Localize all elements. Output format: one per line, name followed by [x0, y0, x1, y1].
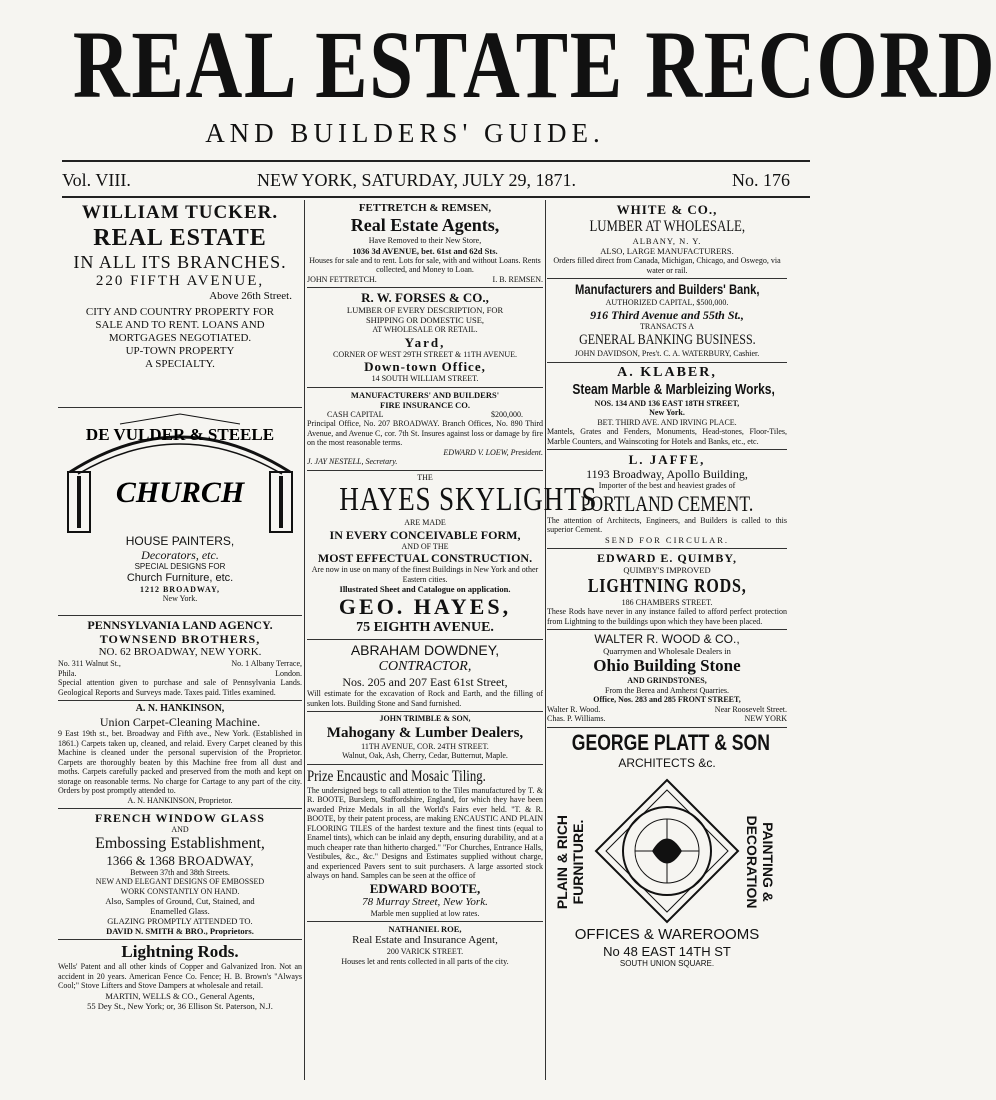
forses-line5: 14 SOUTH WILLIAM STREET.: [371, 374, 479, 383]
tucker-address: 220 FIFTH AVENUE,: [95, 273, 265, 289]
fettretch-head: Real Estate Agents,: [350, 215, 500, 235]
column-3: [547, 200, 787, 1100]
hankinson-signature: A. N. HANKINSON, Proprietor.: [127, 795, 233, 805]
ad-wood: [547, 630, 787, 728]
fettretch-partner1: JOHN FETTRETCH.: [307, 274, 377, 284]
column-divider: [545, 200, 546, 1080]
hayes-line5: Illustrated Sheet and Catalogue on application.: [339, 584, 511, 594]
ad-bank: [547, 279, 787, 363]
lightning-body: Wells' Patent and all other kinds of Copper and Galvanized Iron. Not an accident in 20 years. American Fence Co. Fence; H. B. Brown's "Always Cool;" Stove Lifters and Stove Dampers at wholesale and retail.: [58, 962, 302, 990]
penn-head: PENNSYLVANIA LAND AGENCY.: [87, 618, 273, 632]
lightning-address: 55 Dey St., New York; or, 36 Ellison St. Paterson, N.J.: [87, 1000, 273, 1011]
fettretch-line1: Have Removed to their New Store,: [368, 236, 482, 245]
platt-head: GEORGE PLATT & SON: [571, 729, 770, 755]
trimble-head: Mahogany & Lumber Dealers,: [326, 724, 524, 741]
platt-square: SOUTH UNION SQUARE.: [619, 958, 715, 968]
platt-offices: OFFICES & WAREROOMS: [574, 925, 760, 943]
french-line3: Also, Samples of Ground, Cut, Stained, and: [105, 896, 255, 906]
klaber-name: A. KLABER,: [617, 364, 717, 380]
platt-seal-emblem: [592, 776, 742, 926]
fettretch-name: FETTRETCH & REMSEN,: [358, 202, 492, 214]
penn-right1: No. 1 Albany Terrace,: [231, 659, 302, 668]
ad-pennsylvania: [58, 616, 302, 701]
platt-left: PLAIN & RICH FURNITURE.: [554, 814, 586, 909]
ad-white: [547, 200, 787, 279]
fettretch-line3: Houses for sale and to rent. Lots for sale, with and without Loans. Rents collected, and Money to Loan.: [309, 255, 541, 274]
issue-date: NEW YORK, SATURDAY, JULY 29, 1871.: [257, 170, 577, 190]
encaustic-name: EDWARD BOOTE,: [369, 880, 481, 896]
tucker-above: Above 26th Street.: [209, 290, 292, 302]
quimby-body: These Rods have never in any instance failed to afford perfect protection from Lightning to the buildings upon which they have been placed.: [547, 607, 787, 626]
bank-capital: AUTHORIZED CAPITAL, $500,000.: [605, 298, 729, 307]
mfg-president: EDWARD V. LOEW, President.: [443, 447, 543, 457]
jaffe-body: The attention of Architects, Engineers, and Builders is called to this superior Cement.: [547, 515, 787, 534]
dowdney-title: CONTRACTOR,: [378, 659, 472, 674]
white-line2: Orders filled direct from Canada, Michigan, Chicago, and Oswego, via water or rail.: [553, 256, 781, 275]
hankinson-name: A. N. HANKINSON,: [135, 703, 225, 714]
tucker-line4: UP-TOWN PROPERTY: [125, 345, 235, 357]
rule-top: [62, 160, 810, 162]
devulder-line4: Church Furniture, etc.: [126, 571, 234, 584]
wood-sub: Quarrymen and Wholesale Dealers in: [603, 646, 731, 656]
mfg-secretary: J. JAY NESTELL, Secretary.: [307, 457, 398, 466]
devulder-line3: SPECIAL DESIGNS FOR: [134, 562, 226, 571]
bank-address: 916 Third Avenue and 55th St.,: [590, 307, 744, 322]
trimble-address: 11TH AVENUE, COR. 24TH STREET.: [361, 741, 489, 751]
quimby-head: LIGHTNING RODS,: [587, 574, 747, 597]
hayes-head: HAYES SKYLIGHTS: [339, 481, 598, 518]
fettretch-line2: 1036 3d AVENUE, bet. 61st and 62d Sts.: [352, 245, 498, 256]
forses-line3: AT WHOLESALE OR RETAIL.: [372, 325, 478, 334]
trimble-name: JOHN TRIMBLE & SON,: [379, 714, 471, 723]
dowdney-body: Will estimate for the excavation of Rock and Earth, and the filling of sunken lots. Building Stone and Sand furnished.: [307, 689, 543, 708]
ad-fettretch: [307, 200, 543, 288]
jaffe-name: L. JAFFE,: [628, 452, 706, 467]
penn-address: NO. 62 BROADWAY, NEW YORK.: [98, 646, 262, 658]
klaber-address: NOS. 134 AND 136 EAST 18TH STREET,: [594, 398, 740, 408]
encaustic-body: The undersigned begs to call attention to the Tiles manufactured by T. & R. BOOTE, Burslem, Staffordshire, England, for which they have been awarded Prize Medals in all the World's Fairs ever held. "T. & R. BOOTE, by their patent process, are making ENCAUSTIC AND PLAIN FLOORING TILES of the hardest texture and the finest tints (equal to Enamel tints), which can be inlaid any depth, ensuring durability, and at a much cheaper rate than hitherto charged." "For Churches, Entrance Halls, Vestibules, &c., &c." Designs and Estimates supplied without charge, and experienced Pavers sent to suit purchasers. A large assorted stock always on hand. Samples can be seen at the office of: [307, 785, 543, 880]
penn-name: TOWNSEND BROTHERS,: [99, 632, 261, 646]
penn-left2: Phila.: [58, 668, 77, 678]
klaber-head: Steam Marble & Marbleizing Works,: [572, 380, 775, 398]
ad-hayes-skylights: [307, 471, 598, 641]
klaber-body: Mantels, Grates and Fenders, Monuments, Head-stones, Floor-Tiles, Marble Counters, and Wainscoting for Hotels and Banks, etc., etc.: [547, 427, 787, 446]
ad-forses: [307, 288, 543, 388]
wood-from: From the Berea and Amherst Quarries.: [605, 685, 729, 695]
mfg-capital-label: CASH CAPITAL: [327, 409, 384, 419]
column-divider: [304, 200, 305, 1080]
white-city: ALBANY, N. Y.: [632, 236, 702, 246]
wood-head: Ohio Building Stone: [593, 656, 741, 675]
french-head: FRENCH WINDOW GLASS: [95, 811, 265, 825]
masthead-subtitle: AND BUILDERS' GUIDE.: [205, 118, 605, 148]
tucker-line1: CITY AND COUNTRY PROPERTY FOR: [85, 306, 275, 318]
roe-note: Houses let and rents collected in all parts of the city.: [341, 956, 509, 966]
wood-name: WALTER R. WOOD & CO.,: [594, 632, 740, 646]
jaffe-head: PORTLAND CEMENT.: [580, 490, 754, 516]
ad-dowdney: [307, 640, 543, 712]
masthead: [0, 0, 996, 200]
quimby-name: EDWARD E. QUIMBY,: [597, 550, 737, 565]
column-1: [58, 200, 302, 1100]
platt-sub: ARCHITECTS &c.: [618, 755, 716, 770]
dowdney-address: Nos. 205 and 207 East 61st Street,: [342, 675, 508, 689]
wood-and: AND GRINDSTONES,: [627, 676, 707, 685]
bank-officers: JOHN DAVIDSON, Pres't. C. A. WATERBURY, Cashier.: [574, 349, 760, 358]
jaffe-address: 1193 Broadway, Apollo Building,: [586, 467, 748, 481]
devulder-line1: HOUSE PAINTERS,: [125, 534, 235, 548]
quimby-address: 186 CHAMBERS STREET.: [621, 597, 713, 607]
bank-head: Manufacturers and Builders' Bank,: [574, 281, 760, 297]
wood-line4: NEW YORK: [744, 714, 787, 723]
forses-line1: LUMBER OF EVERY DESCRIPTION, FOR: [346, 305, 504, 315]
forses-office: Down-town Office,: [364, 359, 486, 374]
hayes-line2: AND OF THE: [401, 541, 449, 551]
roe-address: 200 VARICK STREET.: [386, 947, 464, 956]
french-line4: Enamelled Glass.: [150, 906, 210, 916]
devulder-church: CHURCH: [115, 476, 245, 509]
ad-quimby: [547, 549, 787, 631]
devulder-line6: New York.: [162, 594, 198, 603]
ad-jaffe: [547, 450, 787, 549]
encaustic-address: 78 Murray Street, New York.: [362, 895, 488, 908]
forses-name: R. W. FORSES & CO.,: [361, 290, 489, 305]
penn-right2: London.: [275, 668, 302, 678]
issue-number: No. 176: [732, 170, 790, 190]
wood-line2: Near Roosevelt Street.: [714, 704, 787, 714]
french-and: AND: [171, 825, 189, 834]
ad-platt: [547, 728, 787, 1020]
ad-hankinson: [58, 701, 302, 809]
masthead-title: REAL ESTATE RECORD: [72, 11, 996, 118]
penn-body: Special attention given to purchase and sale of Pennsylvania Lands. Geological Reports and Surveys made. Taxes paid. Titles examined.: [58, 678, 302, 697]
fettretch-partner2: I. B. REMSEN.: [492, 274, 543, 284]
encaustic-note: Marble men supplied at low rates.: [370, 908, 480, 918]
ad-roe: [307, 922, 543, 966]
tucker-line2: SALE AND TO RENT. LOANS AND: [95, 319, 265, 331]
white-head: LUMBER AT WHOLESALE,: [589, 218, 745, 235]
tucker-name: WILLIAM TUCKER.: [81, 202, 279, 223]
wood-office: Office, Nos. 283 and 285 FRONT STREET,: [593, 695, 741, 704]
hayes-the: THE: [417, 472, 433, 482]
french-line1: NEW AND ELEGANT DESIGNS OF EMBOSSED: [95, 877, 265, 886]
ad-encaustic-tiles: [307, 765, 543, 923]
hayes-address: 75 EIGHTH AVENUE.: [356, 620, 494, 635]
tucker-line3: MORTGAGES NEGOTIATED.: [108, 332, 252, 344]
penn-left1: No. 311 Walnut St.,: [58, 659, 121, 668]
roe-head: Real Estate and Insurance Agent,: [352, 934, 498, 946]
platt-right: PAINTING & DECORATION: [744, 814, 776, 909]
french-line2: WORK CONSTANTLY ON HAND.: [120, 886, 240, 896]
klaber-city: New York.: [649, 408, 685, 417]
ad-tucker: [58, 200, 302, 408]
ad-devulder: [58, 408, 302, 616]
klaber-between: BET. THIRD AVE. AND IRVING PLACE.: [597, 417, 737, 427]
devulder-line5: 1212 BROADWAY,: [139, 584, 221, 594]
dowdney-name: ABRAHAM DOWDNEY,: [350, 642, 500, 658]
forses-line4: CORNER OF WEST 29TH STREET & 11TH AVENUE.: [332, 349, 517, 359]
encaustic-head: Prize Encaustic and Mosaic Tiling.: [307, 767, 486, 785]
ad-lightning-rods: [58, 940, 302, 1011]
hankinson-body: 9 East 19th st., bet. Broadway and Fifth ave., New York. (Established in 1861.) Carpets taken up, cleaned, and relaid. Every Carpet cleaned by this Machine is cleaned under the personal supervision of the Proprietor. Carpets are thoroughly beaten by this Machine free from all dust and moths. Carpets carefully packed and preserved from the moth and kept on storage on reasonable terms. No charge for Cartage to any part of the city. Orders by post promptly attended to.: [58, 729, 302, 795]
hayes-are: ARE MADE: [404, 518, 446, 527]
ad-french-glass: [58, 809, 302, 940]
ad-fire-insurance: [307, 388, 543, 471]
tucker-line5: A SPECIALTY.: [145, 358, 215, 370]
forses-line2: SHIPPING OR DOMESTIC USE,: [365, 315, 485, 325]
hayes-line3: MOST EFFECTUAL CONSTRUCTION.: [317, 551, 533, 565]
mfg-head: MANUFACTURERS' AND BUILDERS': [350, 389, 500, 400]
white-line1: ALSO, LARGE MANUFACTURERS.: [600, 246, 734, 256]
church-arch-emblem: [60, 412, 300, 532]
lightning-head: Lightning Rods.: [121, 942, 239, 961]
mfg-capital-amount: $200,000.: [491, 409, 523, 419]
french-line5: GLAZING PROMPTLY ATTENDED TO.: [107, 916, 253, 926]
ad-klaber: [547, 363, 787, 451]
quimby-sub: QUIMBY'S IMPROVED: [623, 564, 711, 575]
lightning-agents: MARTIN, WELLS & CO., General Agents,: [105, 990, 255, 1001]
jaffe-importer: Importer of the best and heaviest grades of: [598, 481, 736, 490]
devulder-banner: DE VULDER & STEELE: [85, 425, 275, 444]
mfg-body: Principal Office, No. 207 BROADWAY. Branch Offices, No. 890 Third Avenue, and Avenue C, cor. 7th St. Insures against loss or damage by fire on the most reasonable terms.: [307, 419, 543, 447]
forses-yard: Yard,: [404, 334, 446, 350]
wood-line1: Walter R. Wood.: [547, 704, 601, 714]
trimble-woods: Walnut, Oak, Ash, Cherry, Cedar, Butternut, Maple.: [342, 751, 508, 760]
hayes-line4: Are now in use on many of the finest Buildings in New York and other Eastern cities.: [311, 565, 539, 584]
french-embossing: Embossing Establishment,: [95, 834, 265, 852]
platt-address: No 48 EAST 14TH ST: [603, 943, 731, 959]
volume: Vol. VIII.: [62, 170, 131, 190]
hayes-geo: GEO. HAYES,: [338, 594, 512, 619]
rule-bottom: [62, 196, 810, 198]
ad-trimble: [307, 712, 543, 765]
tucker-head: REAL ESTATE: [93, 225, 267, 251]
bank-transacts: TRANSACTS A: [639, 321, 694, 331]
hankinson-head: Union Carpet-Cleaning Machine.: [99, 715, 261, 729]
bank-general: GENERAL BANKING BUSINESS.: [578, 332, 756, 348]
white-name: WHITE & CO.,: [616, 202, 718, 217]
tucker-branches: IN ALL ITS BRANCHES.: [73, 252, 287, 272]
jaffe-send: SEND FOR CIRCULAR.: [604, 534, 730, 545]
mfg-head2: FIRE INSURANCE CO.: [380, 399, 470, 410]
french-between: Between 37th and 38th Streets.: [130, 867, 230, 877]
roe-name: NATHANIEL ROE,: [388, 924, 462, 934]
wood-line3: Chas. P. Williams.: [547, 714, 606, 723]
hayes-line1: IN EVERY CONCEIVABLE FORM,: [329, 527, 521, 542]
devulder-line2: Decorators, etc.: [141, 548, 219, 562]
french-address: 1366 & 1368 BROADWAY,: [106, 852, 254, 868]
french-line6: DAVID N. SMITH & BRO., Proprietors.: [106, 926, 254, 936]
